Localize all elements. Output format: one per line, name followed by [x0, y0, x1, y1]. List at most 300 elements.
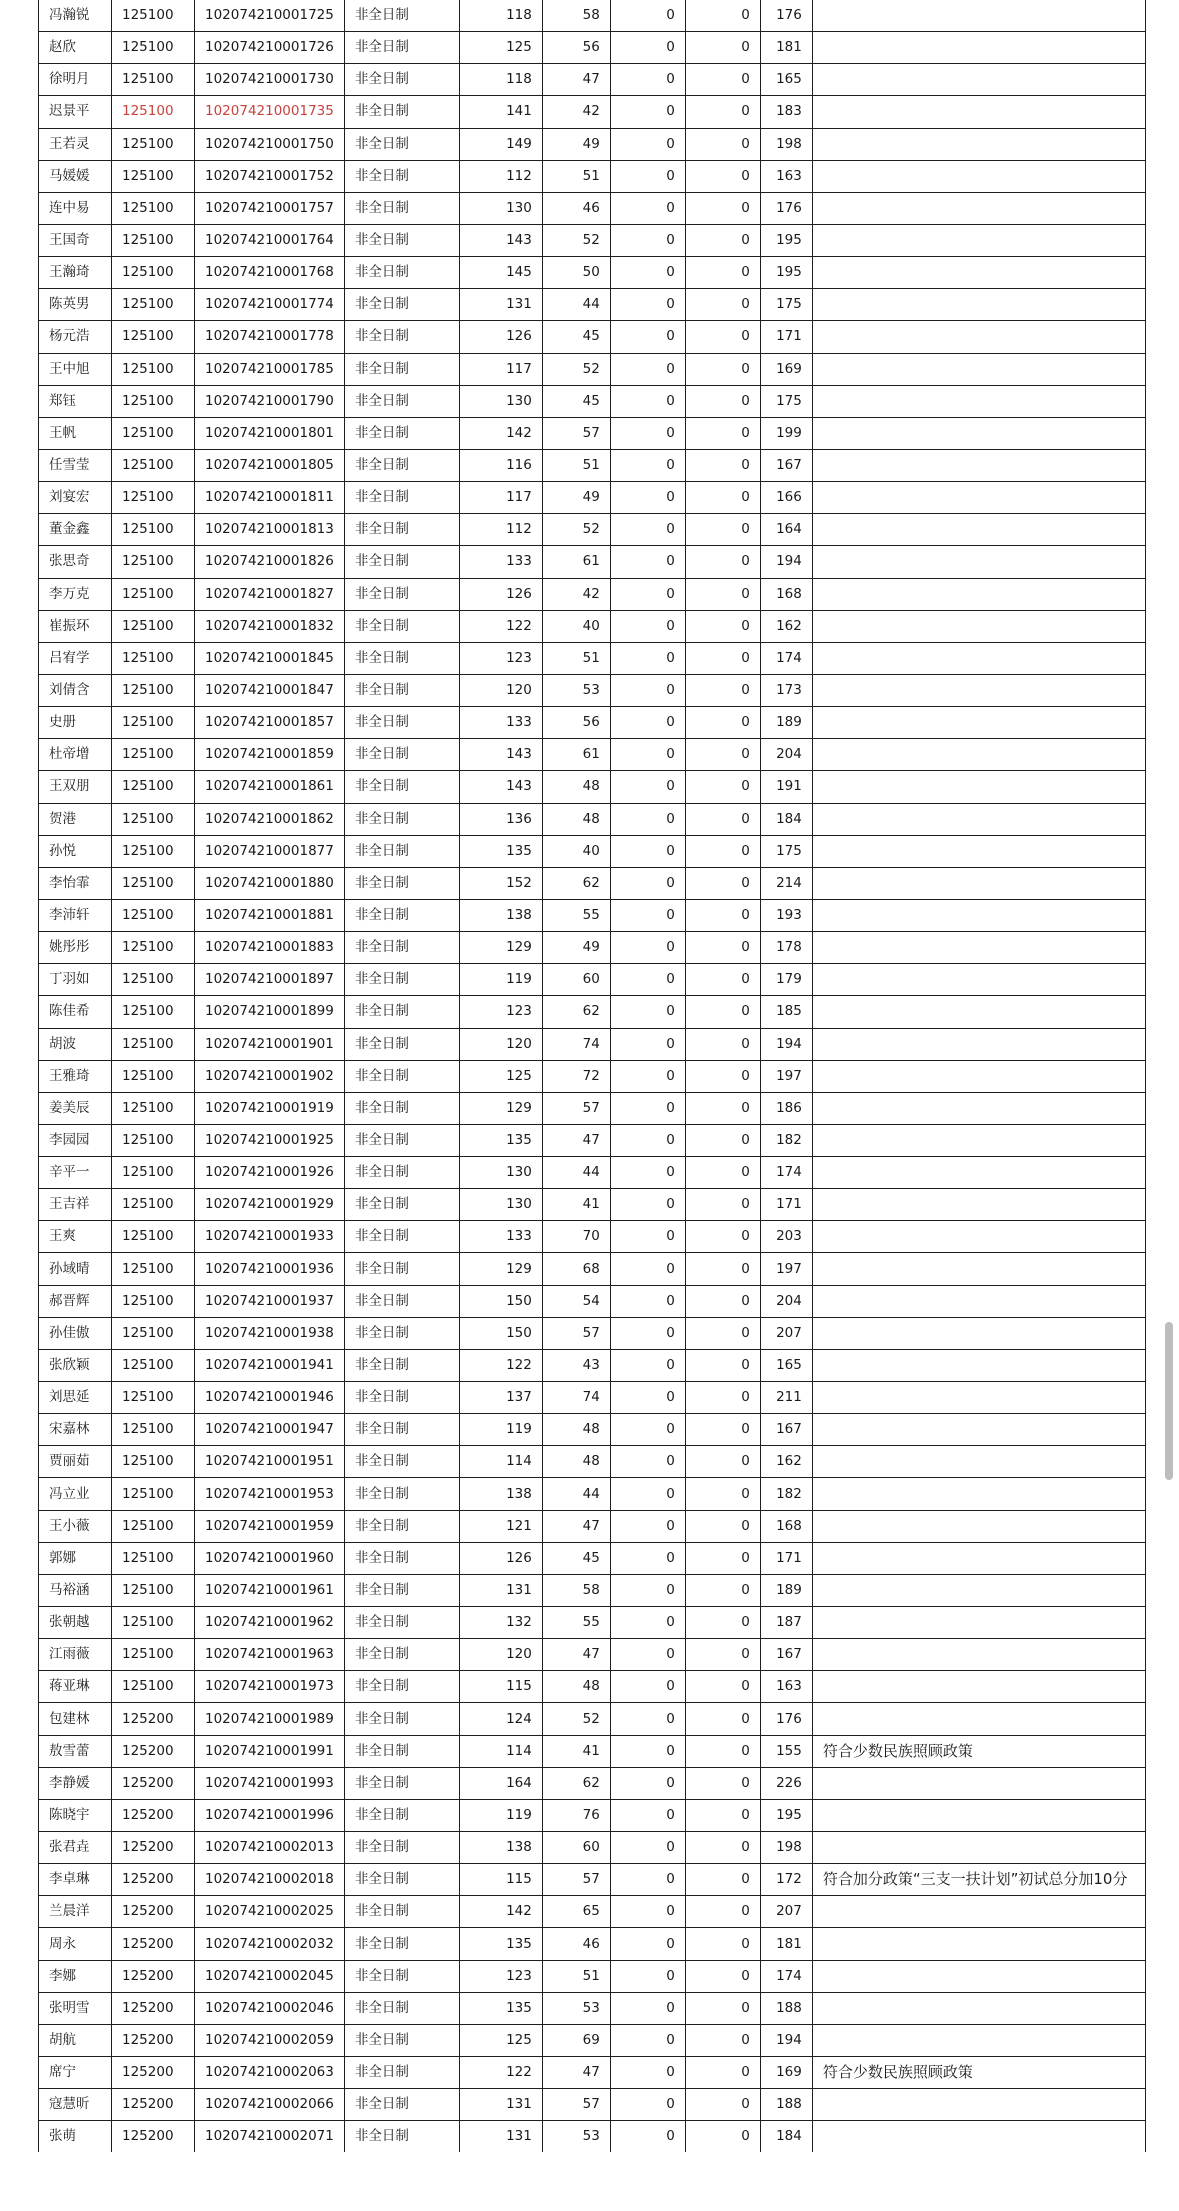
score-4: 0	[685, 1671, 760, 1703]
study-mode: 非全日制	[344, 1446, 459, 1478]
score-4: 0	[685, 1349, 760, 1381]
score-1: 130	[459, 1157, 542, 1189]
major-code: 125100	[112, 1253, 195, 1285]
table-row	[39, 1510, 1146, 1542]
exam-number: 102074210001953	[195, 1478, 345, 1510]
study-mode: 非全日制	[344, 417, 459, 449]
total-score: 169	[760, 353, 812, 385]
candidate-name: 马裕涵	[39, 1574, 112, 1606]
table-row	[39, 1157, 1146, 1189]
score-2: 56	[542, 32, 610, 64]
study-mode: 非全日制	[344, 160, 459, 192]
total-score: 171	[760, 321, 812, 353]
remark	[812, 610, 1145, 642]
remark	[812, 1574, 1145, 1606]
score-2: 44	[542, 1478, 610, 1510]
major-code: 125200	[112, 2057, 195, 2089]
table-row	[39, 482, 1146, 514]
score-2: 48	[542, 803, 610, 835]
candidate-name: 冯瀚锐	[39, 0, 112, 32]
score-1: 114	[459, 1446, 542, 1478]
score-1: 117	[459, 353, 542, 385]
score-1: 123	[459, 642, 542, 674]
major-code: 125100	[112, 1060, 195, 1092]
exam-number: 102074210001826	[195, 546, 345, 578]
candidate-name: 郭娜	[39, 1542, 112, 1574]
exam-number: 102074210001752	[195, 160, 345, 192]
score-4: 0	[685, 1735, 760, 1767]
major-code: 125200	[112, 1767, 195, 1799]
score-4: 0	[685, 1253, 760, 1285]
score-2: 51	[542, 160, 610, 192]
remark	[812, 707, 1145, 739]
exam-number: 102074210001877	[195, 835, 345, 867]
table-row	[39, 1124, 1146, 1156]
score-3: 0	[610, 1671, 685, 1703]
score-4: 0	[685, 739, 760, 771]
candidate-name: 王吉祥	[39, 1189, 112, 1221]
table-row	[39, 2024, 1146, 2056]
score-4: 0	[685, 1028, 760, 1060]
table-row	[39, 1671, 1146, 1703]
candidate-name: 刘思延	[39, 1382, 112, 1414]
remark	[812, 578, 1145, 610]
exam-number: 102074210001750	[195, 128, 345, 160]
total-score: 195	[760, 224, 812, 256]
score-1: 135	[459, 835, 542, 867]
score-3: 0	[610, 1157, 685, 1189]
exam-number: 102074210001881	[195, 899, 345, 931]
table-row	[39, 1349, 1146, 1381]
study-mode: 非全日制	[344, 1092, 459, 1124]
exam-number: 102074210001832	[195, 610, 345, 642]
study-mode: 非全日制	[344, 514, 459, 546]
score-3: 0	[610, 1317, 685, 1349]
candidate-name: 胡航	[39, 2024, 112, 2056]
score-2: 43	[542, 1349, 610, 1381]
total-score: 195	[760, 1799, 812, 1831]
score-1: 138	[459, 1478, 542, 1510]
table-row	[39, 353, 1146, 385]
score-4: 0	[685, 1285, 760, 1317]
score-4: 0	[685, 964, 760, 996]
score-3: 0	[610, 1703, 685, 1735]
score-1: 133	[459, 707, 542, 739]
remark	[812, 1767, 1145, 1799]
exam-number: 102074210001963	[195, 1639, 345, 1671]
remark	[812, 1928, 1145, 1960]
major-code: 125200	[112, 1864, 195, 1896]
candidate-name: 江雨薇	[39, 1639, 112, 1671]
major-code: 125100	[112, 128, 195, 160]
score-4: 0	[685, 1960, 760, 1992]
table-row	[39, 835, 1146, 867]
score-1: 125	[459, 2024, 542, 2056]
study-mode: 非全日制	[344, 1864, 459, 1896]
score-3: 0	[610, 771, 685, 803]
candidate-name: 李静媛	[39, 1767, 112, 1799]
score-4: 0	[685, 1414, 760, 1446]
candidate-name: 王帆	[39, 417, 112, 449]
study-mode: 非全日制	[344, 64, 459, 96]
score-3: 0	[610, 1992, 685, 2024]
score-1: 130	[459, 1189, 542, 1221]
remark	[812, 771, 1145, 803]
score-3: 0	[610, 1799, 685, 1831]
score-3: 0	[610, 1767, 685, 1799]
total-score: 194	[760, 1028, 812, 1060]
table-row	[39, 1799, 1146, 1831]
total-score: 167	[760, 1414, 812, 1446]
score-3: 0	[610, 2089, 685, 2121]
exam-number: 102074210002045	[195, 1960, 345, 1992]
score-3: 0	[610, 1542, 685, 1574]
exam-number: 102074210001735	[195, 96, 345, 128]
major-code: 125100	[112, 385, 195, 417]
candidate-name: 敖雪蕾	[39, 1735, 112, 1767]
score-1: 150	[459, 1285, 542, 1317]
study-mode: 非全日制	[344, 353, 459, 385]
candidate-name: 张欣颖	[39, 1349, 112, 1381]
remark	[812, 2024, 1145, 2056]
score-4: 0	[685, 899, 760, 931]
remark	[812, 1317, 1145, 1349]
total-score: 164	[760, 514, 812, 546]
score-4: 0	[685, 289, 760, 321]
score-4: 0	[685, 1542, 760, 1574]
score-1: 138	[459, 1832, 542, 1864]
score-1: 136	[459, 803, 542, 835]
score-3: 0	[610, 1189, 685, 1221]
score-1: 120	[459, 674, 542, 706]
major-code: 125100	[112, 674, 195, 706]
study-mode: 非全日制	[344, 1349, 459, 1381]
total-score: 181	[760, 1928, 812, 1960]
total-score: 211	[760, 1382, 812, 1414]
score-2: 61	[542, 546, 610, 578]
score-4: 0	[685, 707, 760, 739]
total-score: 181	[760, 32, 812, 64]
study-mode: 非全日制	[344, 289, 459, 321]
study-mode: 非全日制	[344, 867, 459, 899]
table-row	[39, 160, 1146, 192]
score-2: 56	[542, 707, 610, 739]
total-score: 176	[760, 192, 812, 224]
remark	[812, 964, 1145, 996]
study-mode: 非全日制	[344, 1607, 459, 1639]
score-3: 0	[610, 1092, 685, 1124]
study-mode: 非全日制	[344, 1221, 459, 1253]
remark	[812, 1478, 1145, 1510]
total-score: 174	[760, 642, 812, 674]
score-2: 74	[542, 1382, 610, 1414]
exam-number: 102074210001899	[195, 996, 345, 1028]
major-code: 125100	[112, 1317, 195, 1349]
remark	[812, 1124, 1145, 1156]
total-score: 183	[760, 96, 812, 128]
total-score: 185	[760, 996, 812, 1028]
table-row	[39, 1607, 1146, 1639]
study-mode: 非全日制	[344, 1060, 459, 1092]
study-mode: 非全日制	[344, 449, 459, 481]
exam-number: 102074210001726	[195, 32, 345, 64]
candidate-name: 郑钰	[39, 385, 112, 417]
remark	[812, 1221, 1145, 1253]
study-mode: 非全日制	[344, 1703, 459, 1735]
table-body	[39, 0, 1146, 2152]
score-3: 0	[610, 899, 685, 931]
table-row	[39, 257, 1146, 289]
table-row	[39, 707, 1146, 739]
score-3: 0	[610, 1896, 685, 1928]
score-1: 164	[459, 1767, 542, 1799]
score-2: 42	[542, 96, 610, 128]
candidate-name: 吕宥学	[39, 642, 112, 674]
remark	[812, 1896, 1145, 1928]
score-1: 129	[459, 1092, 542, 1124]
score-3: 0	[610, 546, 685, 578]
score-3: 0	[610, 1607, 685, 1639]
study-mode: 非全日制	[344, 996, 459, 1028]
score-4: 0	[685, 2057, 760, 2089]
score-4: 0	[685, 1639, 760, 1671]
study-mode: 非全日制	[344, 1639, 459, 1671]
exam-number: 102074210001947	[195, 1414, 345, 1446]
score-3: 0	[610, 1928, 685, 1960]
score-3: 0	[610, 803, 685, 835]
total-score: 163	[760, 160, 812, 192]
score-3: 0	[610, 160, 685, 192]
score-3: 0	[610, 1478, 685, 1510]
total-score: 175	[760, 835, 812, 867]
exam-number: 102074210001946	[195, 1382, 345, 1414]
exam-number: 102074210001725	[195, 0, 345, 32]
major-code: 125100	[112, 1446, 195, 1478]
major-code: 125100	[112, 1028, 195, 1060]
score-2: 57	[542, 2089, 610, 2121]
study-mode: 非全日制	[344, 1542, 459, 1574]
score-2: 50	[542, 257, 610, 289]
total-score: 184	[760, 2121, 812, 2153]
score-4: 0	[685, 128, 760, 160]
candidate-name: 迟景平	[39, 96, 112, 128]
score-4: 0	[685, 1703, 760, 1735]
study-mode: 非全日制	[344, 546, 459, 578]
major-code: 125200	[112, 2024, 195, 2056]
remark	[812, 96, 1145, 128]
remark	[812, 321, 1145, 353]
table-row	[39, 224, 1146, 256]
major-code: 125100	[112, 449, 195, 481]
candidate-name: 王雅琦	[39, 1060, 112, 1092]
remark	[812, 2121, 1145, 2153]
remark	[812, 1639, 1145, 1671]
candidate-name: 张君垚	[39, 1832, 112, 1864]
score-3: 0	[610, 385, 685, 417]
total-score: 184	[760, 803, 812, 835]
remark	[812, 1960, 1145, 1992]
study-mode: 非全日制	[344, 224, 459, 256]
total-score: 162	[760, 1446, 812, 1478]
major-code: 125100	[112, 289, 195, 321]
remark	[812, 160, 1145, 192]
major-code: 125100	[112, 932, 195, 964]
study-mode: 非全日制	[344, 1574, 459, 1606]
table-row	[39, 1896, 1146, 1928]
total-score: 168	[760, 1510, 812, 1542]
remark	[812, 1382, 1145, 1414]
study-mode: 非全日制	[344, 1285, 459, 1317]
score-4: 0	[685, 610, 760, 642]
major-code: 125100	[112, 321, 195, 353]
table-row	[39, 1832, 1146, 1864]
vertical-scrollbar-thumb[interactable]	[1165, 1322, 1173, 1480]
score-2: 47	[542, 1510, 610, 1542]
study-mode: 非全日制	[344, 1157, 459, 1189]
score-1: 118	[459, 64, 542, 96]
major-code: 125100	[112, 578, 195, 610]
study-mode: 非全日制	[344, 771, 459, 803]
exam-number: 102074210002032	[195, 1928, 345, 1960]
table-row	[39, 1574, 1146, 1606]
total-score: 194	[760, 2024, 812, 2056]
total-score: 175	[760, 385, 812, 417]
score-4: 0	[685, 514, 760, 546]
table-row	[39, 514, 1146, 546]
major-code: 125200	[112, 1960, 195, 1992]
candidate-name: 赵欣	[39, 32, 112, 64]
total-score: 207	[760, 1896, 812, 1928]
score-3: 0	[610, 514, 685, 546]
total-score: 197	[760, 1060, 812, 1092]
major-code: 125100	[112, 1639, 195, 1671]
score-3: 0	[610, 417, 685, 449]
score-2: 69	[542, 2024, 610, 2056]
score-2: 49	[542, 932, 610, 964]
major-code: 125100	[112, 1414, 195, 1446]
score-3: 0	[610, 289, 685, 321]
score-2: 51	[542, 1960, 610, 1992]
remark: 符合少数民族照顾政策	[812, 2057, 1145, 2089]
candidate-name: 李沛轩	[39, 899, 112, 931]
candidate-name: 蒋亚琳	[39, 1671, 112, 1703]
study-mode: 非全日制	[344, 674, 459, 706]
remark	[812, 1607, 1145, 1639]
score-3: 0	[610, 128, 685, 160]
total-score: 195	[760, 257, 812, 289]
score-4: 0	[685, 1992, 760, 2024]
exam-number: 102074210001937	[195, 1285, 345, 1317]
exam-number: 102074210001996	[195, 1799, 345, 1831]
total-score: 226	[760, 1767, 812, 1799]
score-3: 0	[610, 1960, 685, 1992]
score-1: 119	[459, 1414, 542, 1446]
remark	[812, 417, 1145, 449]
study-mode: 非全日制	[344, 932, 459, 964]
study-mode: 非全日制	[344, 1510, 459, 1542]
score-1: 115	[459, 1864, 542, 1896]
score-3: 0	[610, 1414, 685, 1446]
candidate-name: 寇慧昕	[39, 2089, 112, 2121]
table-row	[39, 96, 1146, 128]
study-mode: 非全日制	[344, 707, 459, 739]
candidate-name: 郝晋辉	[39, 1285, 112, 1317]
score-4: 0	[685, 1221, 760, 1253]
score-3: 0	[610, 867, 685, 899]
study-mode: 非全日制	[344, 1253, 459, 1285]
candidate-name: 陈佳希	[39, 996, 112, 1028]
total-score: 191	[760, 771, 812, 803]
score-3: 0	[610, 257, 685, 289]
score-2: 58	[542, 0, 610, 32]
table-row	[39, 2089, 1146, 2121]
candidate-name: 刘倩含	[39, 674, 112, 706]
major-code: 125100	[112, 224, 195, 256]
score-4: 0	[685, 1928, 760, 1960]
score-4: 0	[685, 835, 760, 867]
major-code: 125100	[112, 610, 195, 642]
score-4: 0	[685, 32, 760, 64]
study-mode: 非全日制	[344, 1799, 459, 1831]
score-3: 0	[610, 1221, 685, 1253]
score-2: 49	[542, 482, 610, 514]
exam-number: 102074210001960	[195, 1542, 345, 1574]
score-2: 48	[542, 771, 610, 803]
remark	[812, 257, 1145, 289]
table-row	[39, 899, 1146, 931]
score-4: 0	[685, 2024, 760, 2056]
score-table	[38, 0, 1146, 2152]
exam-number: 102074210001961	[195, 1574, 345, 1606]
score-2: 47	[542, 1639, 610, 1671]
score-3: 0	[610, 835, 685, 867]
score-4: 0	[685, 160, 760, 192]
score-1: 142	[459, 1896, 542, 1928]
exam-number: 102074210001845	[195, 642, 345, 674]
score-1: 129	[459, 932, 542, 964]
major-code: 125200	[112, 2089, 195, 2121]
total-score: 189	[760, 1574, 812, 1606]
score-1: 126	[459, 578, 542, 610]
score-2: 52	[542, 353, 610, 385]
remark	[812, 224, 1145, 256]
major-code: 125100	[112, 192, 195, 224]
score-2: 74	[542, 1028, 610, 1060]
study-mode: 非全日制	[344, 2089, 459, 2121]
score-2: 52	[542, 1703, 610, 1735]
study-mode: 非全日制	[344, 1478, 459, 1510]
score-2: 57	[542, 1317, 610, 1349]
score-4: 0	[685, 1382, 760, 1414]
study-mode: 非全日制	[344, 803, 459, 835]
score-4: 0	[685, 642, 760, 674]
remark: 符合少数民族照顾政策	[812, 1735, 1145, 1767]
table-row	[39, 642, 1146, 674]
score-4: 0	[685, 0, 760, 32]
score-4: 0	[685, 64, 760, 96]
exam-number: 102074210001847	[195, 674, 345, 706]
table-row	[39, 1992, 1146, 2024]
score-3: 0	[610, 707, 685, 739]
total-score: 182	[760, 1124, 812, 1156]
exam-number: 102074210001941	[195, 1349, 345, 1381]
candidate-name: 孙域晴	[39, 1253, 112, 1285]
exam-number: 102074210001785	[195, 353, 345, 385]
total-score: 188	[760, 2089, 812, 2121]
score-3: 0	[610, 1028, 685, 1060]
score-2: 52	[542, 224, 610, 256]
score-2: 55	[542, 1607, 610, 1639]
